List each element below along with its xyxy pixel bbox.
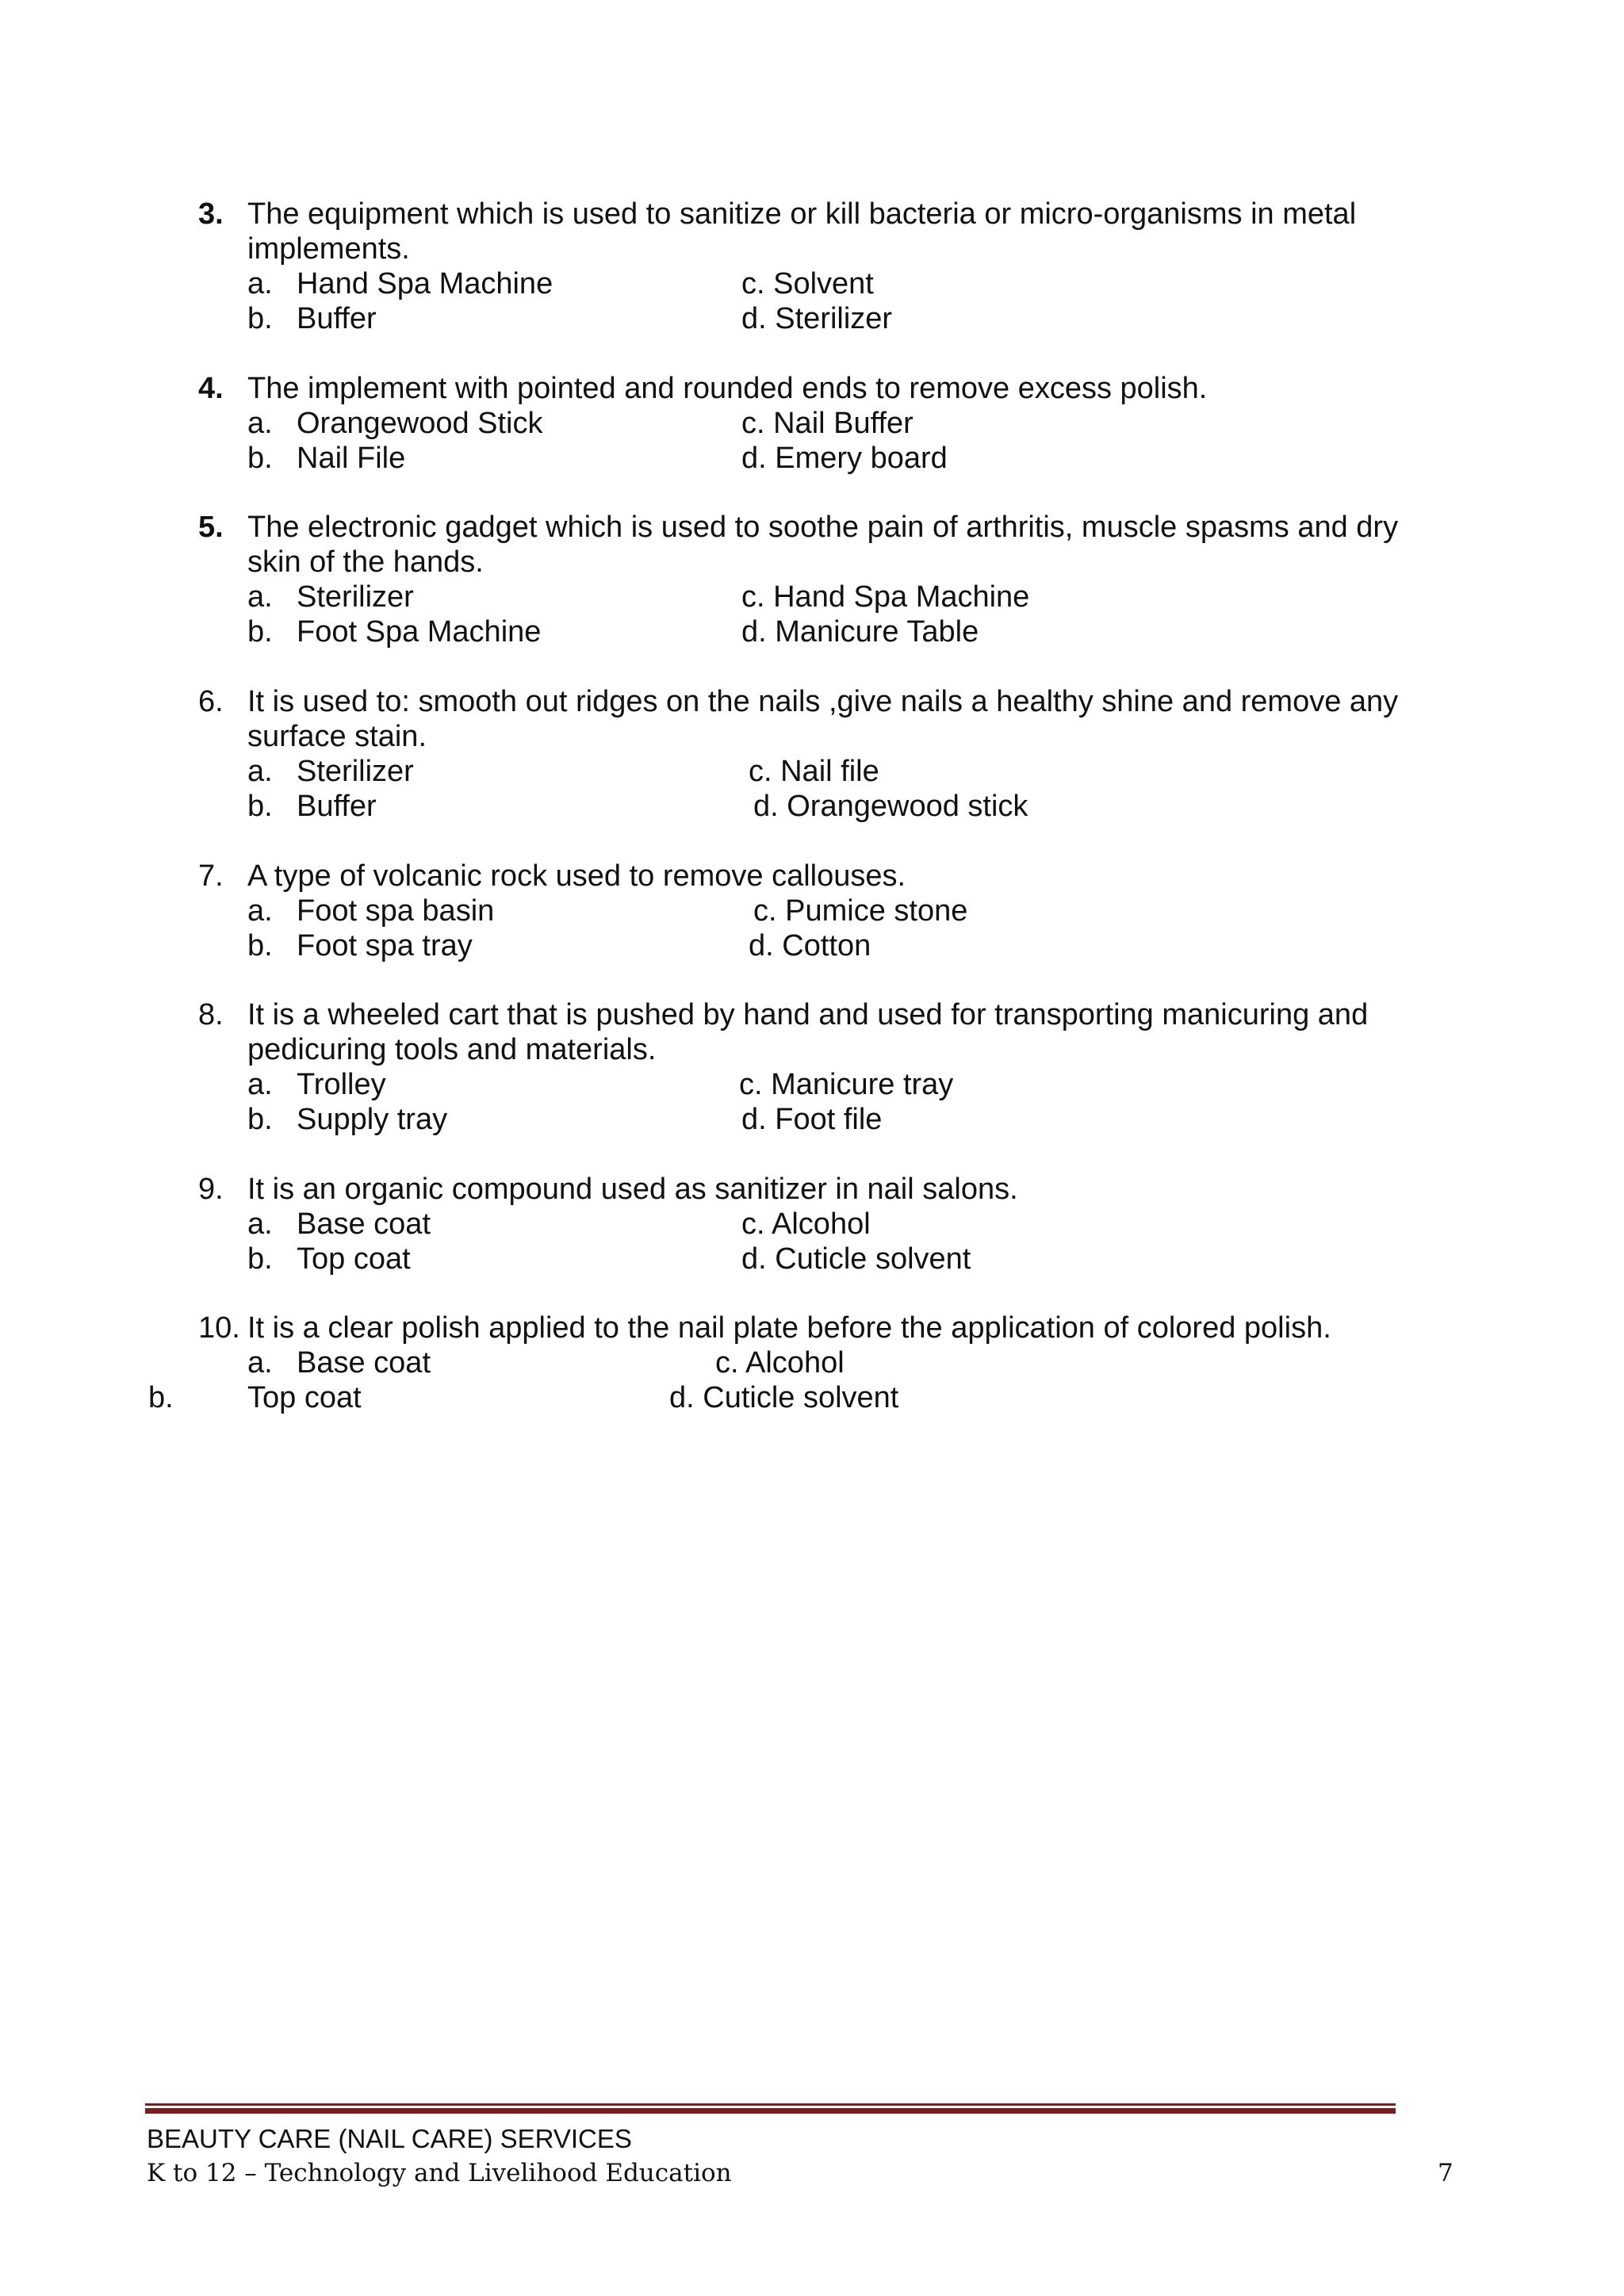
option-d: d. Foot file [741, 1103, 883, 1136]
option-row [247, 1242, 1404, 1276]
option-row [247, 580, 1404, 614]
option-c: c. Alcohol [715, 1346, 845, 1380]
option-b: b. Buffer [247, 790, 377, 823]
option-a: a. Orangewood Stick [247, 407, 543, 440]
option-row [247, 1067, 1404, 1102]
footer-rule [145, 2103, 1396, 2106]
option-a: a. Trolley [247, 1068, 386, 1101]
question-text: The equipment which is used to sanitize or kill bacteria or micro-organisms in metal implements. [247, 197, 1357, 266]
footer-rule [145, 2108, 1396, 2114]
option-row [148, 1380, 1404, 1415]
option-a: a. Base coat [247, 1346, 431, 1380]
option-b: b. Top coat [247, 1242, 411, 1276]
question-text: A type of volcanic rock used to remove callouses. [247, 859, 906, 893]
footer-program: K to 12 – Technology and Livelihood Education [147, 2159, 732, 2187]
question-text: It is an organic compound used as sanitizer in nail salons. [247, 1173, 1018, 1206]
question-10 [148, 1311, 1404, 1415]
option-b-letter: b. [148, 1381, 174, 1414]
option-a: a. Hand Spa Machine [247, 267, 553, 300]
option-c: c. Solvent [741, 267, 874, 300]
option-d: d. Sterilizer [741, 302, 893, 335]
question-7 [198, 859, 1404, 963]
option-row [247, 406, 1404, 441]
question-6 [198, 684, 1404, 824]
option-b: b. Supply tray [247, 1103, 448, 1136]
question-9 [198, 1172, 1404, 1276]
question-number: 8. [198, 998, 224, 1031]
option-b: b. Foot spa tray [247, 929, 473, 962]
question-3 [198, 197, 1404, 336]
option-row [247, 754, 1404, 789]
question-text: The implement with pointed and rounded ends to remove excess polish. [247, 372, 1208, 405]
option-row [247, 928, 1404, 963]
option-row [247, 894, 1404, 928]
option-row [247, 789, 1404, 824]
question-number: 9. [198, 1173, 224, 1206]
question-text: It is a clear polish applied to the nail plate before the application of colored polish. [247, 1311, 1331, 1345]
option-row [247, 441, 1404, 476]
option-a: a. Sterilizer [247, 755, 414, 788]
question-5 [198, 510, 1404, 649]
option-c: c. Nail Buffer [741, 407, 914, 440]
option-row [247, 301, 1404, 336]
option-c: c. Nail file [749, 755, 879, 788]
option-b: b. Foot Spa Machine [247, 615, 542, 649]
option-a: a. Foot spa basin [247, 894, 495, 928]
option-d: d. Cotton [749, 929, 871, 962]
option-row [247, 1207, 1404, 1242]
option-row [247, 1102, 1404, 1137]
option-a: a. Sterilizer [247, 580, 414, 614]
option-d: d. Cuticle solvent [741, 1242, 971, 1276]
option-row [247, 1345, 1404, 1380]
question-text: It is a wheeled cart that is pushed by hand and used for transporting manicuring and pedicuring tools and materials. [247, 998, 1369, 1066]
option-c: c. Manicure tray [739, 1068, 954, 1101]
option-d: d. Manicure Table [741, 615, 979, 649]
option-a: a. Base coat [247, 1207, 431, 1241]
question-text: It is used to: smooth out ridges on the nails ,give nails a healthy shine and remove any surface stain. [247, 685, 1399, 753]
option-c: c. Hand Spa Machine [741, 580, 1030, 614]
question-number: 6. [198, 685, 224, 718]
option-d: d. Emery board [741, 442, 948, 475]
option-row [247, 266, 1404, 301]
question-number: 3. [198, 197, 224, 231]
question-number: 4. [198, 372, 224, 405]
question-4 [198, 371, 1404, 476]
footer-subject: BEAUTY CARE (NAIL CARE) SERVICES [147, 2124, 632, 2153]
question-8 [198, 997, 1404, 1137]
option-d: d. Orangewood stick [753, 790, 1028, 823]
option-d: d. Cuticle solvent [669, 1381, 899, 1414]
option-b: b. Nail File [247, 442, 406, 475]
option-b: b. Buffer [247, 302, 377, 335]
question-text: The electronic gadget which is used to soothe pain of arthritis, muscle spasms and dry skin of the hands. [247, 511, 1399, 579]
page-number: 7 [1438, 2159, 1454, 2187]
option-c: c. Pumice stone [753, 894, 968, 928]
option-b: Top coat [247, 1381, 362, 1414]
option-c: c. Alcohol [741, 1207, 871, 1241]
option-row [247, 614, 1404, 649]
question-number: 7. [198, 859, 224, 893]
question-number: 10. [198, 1311, 240, 1345]
question-number: 5. [198, 511, 224, 544]
